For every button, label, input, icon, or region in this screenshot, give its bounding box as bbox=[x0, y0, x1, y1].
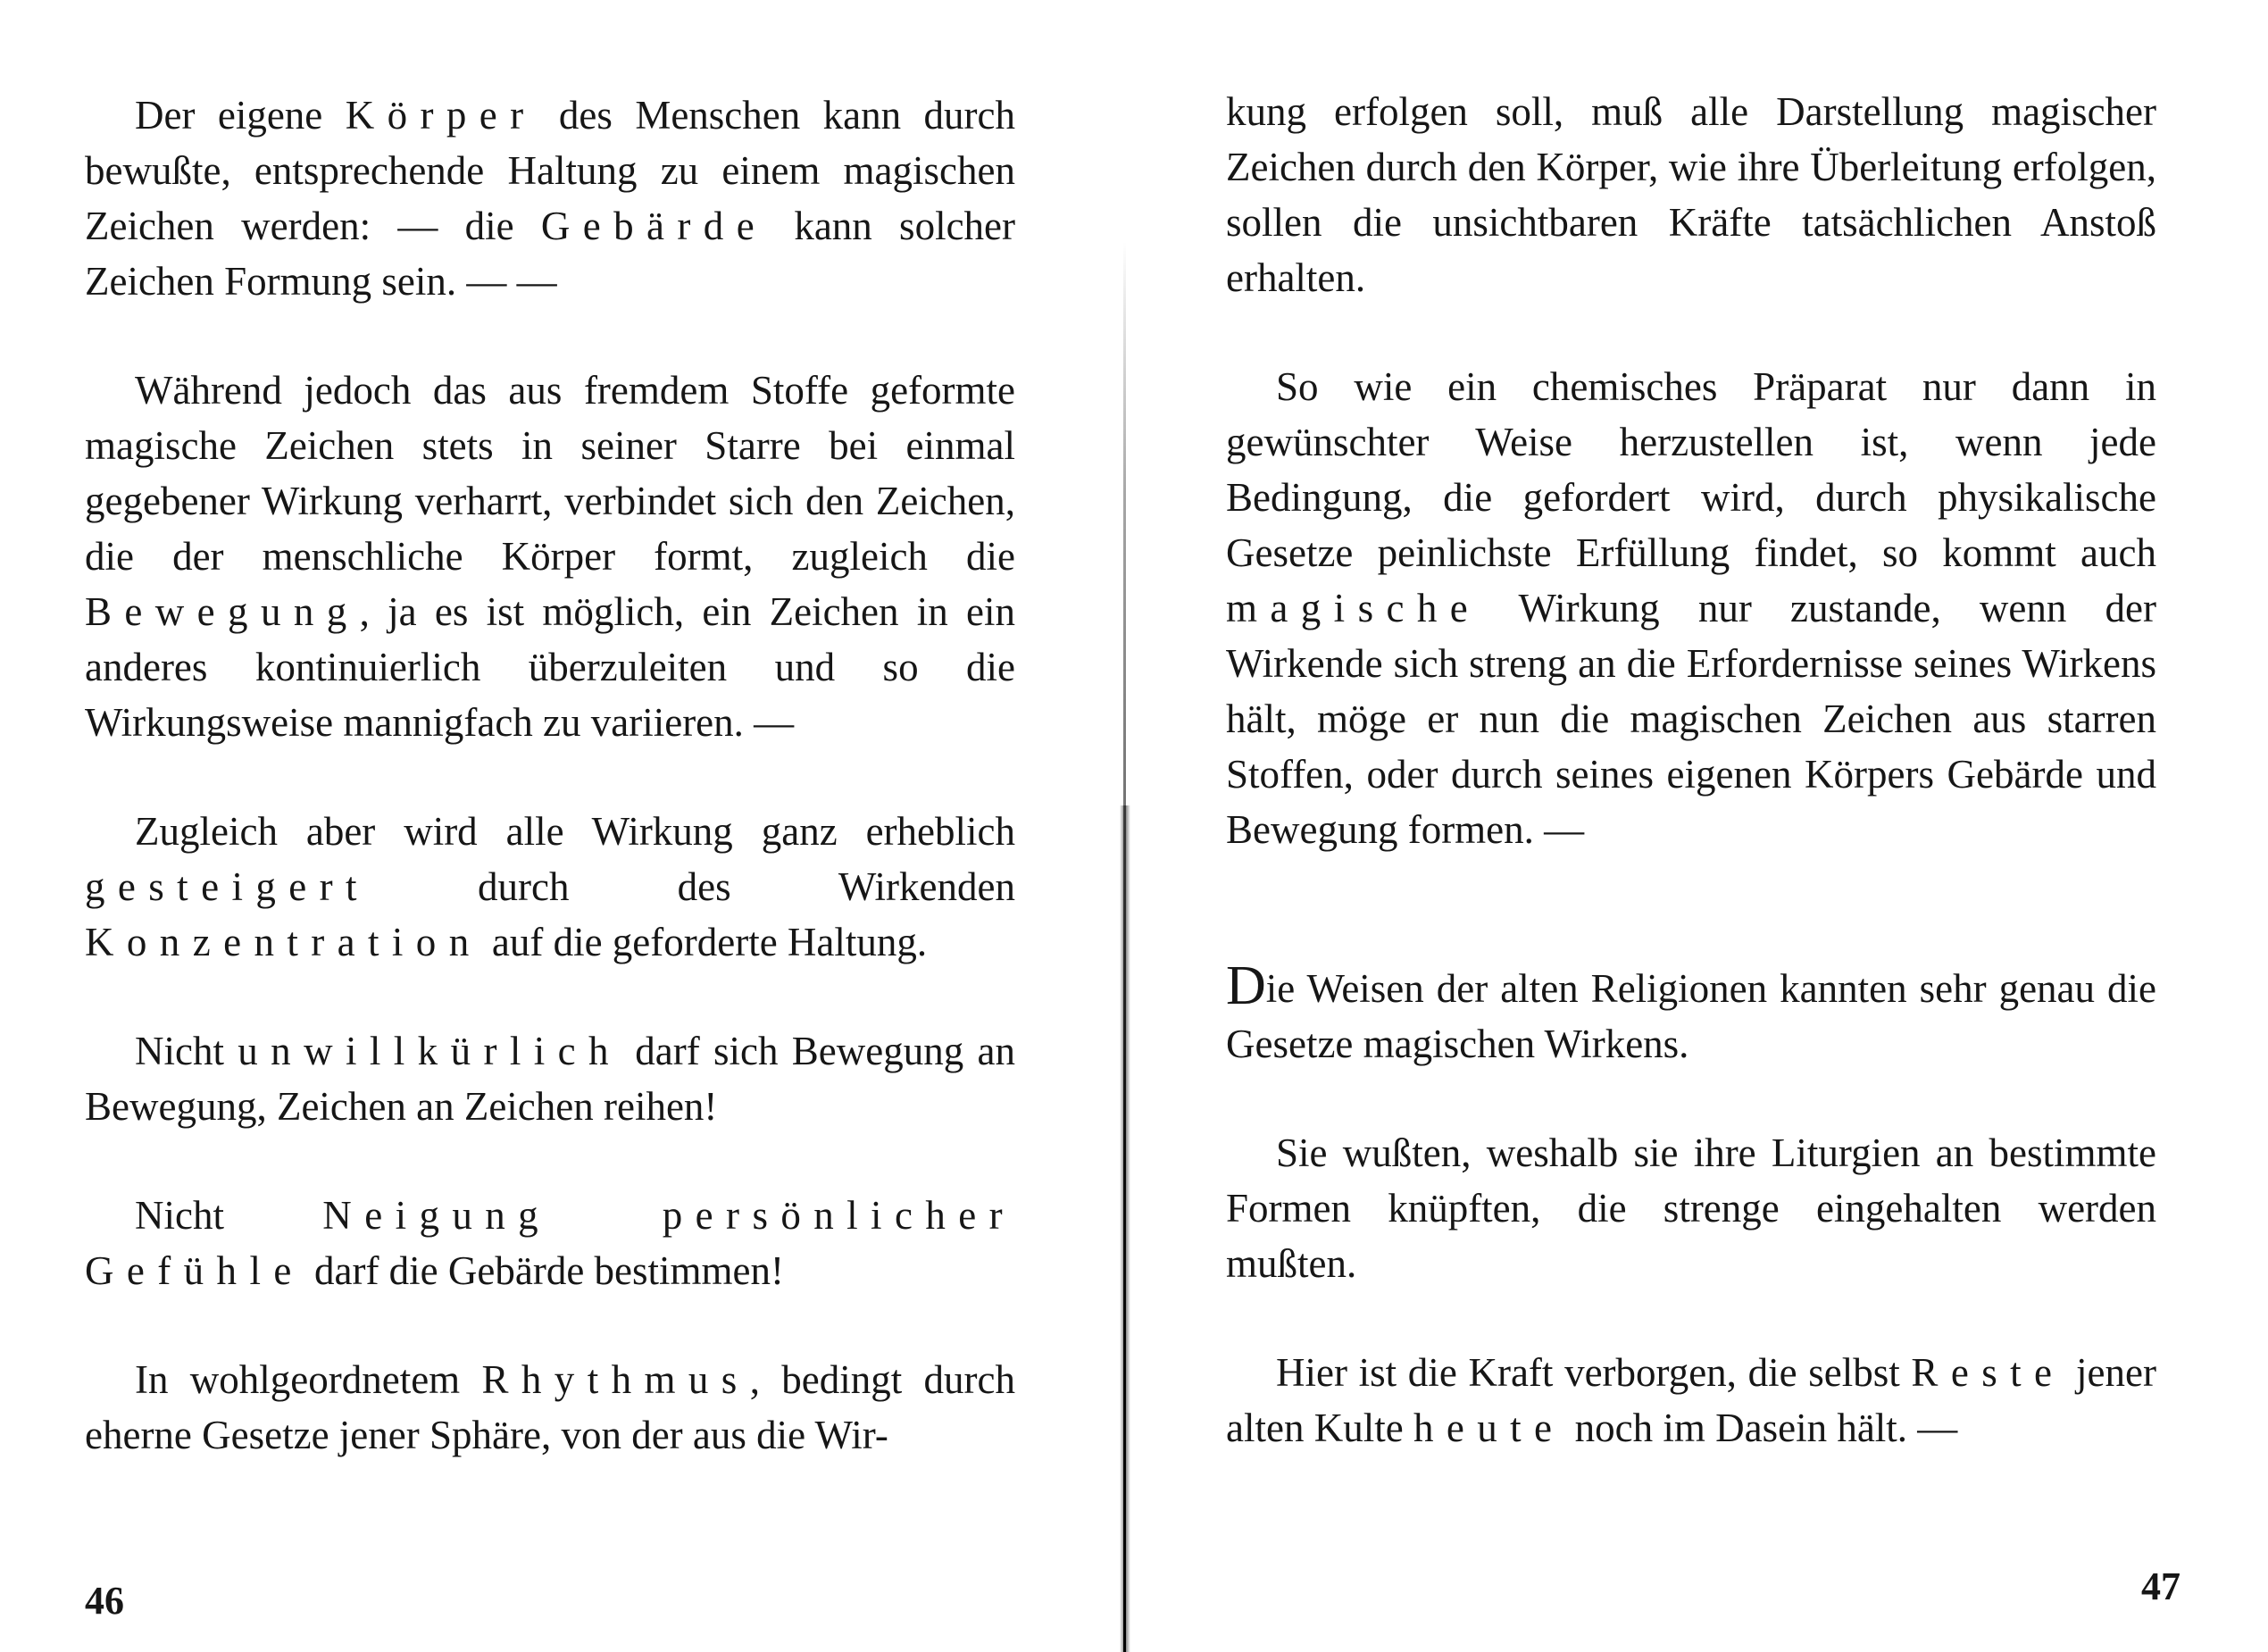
emphasized-spaced-text: Körper bbox=[345, 93, 537, 138]
emphasized-spaced-text: Neigung persönlicher Gefühle bbox=[85, 1193, 1015, 1293]
emphasized-spaced-text: Reste bbox=[1911, 1350, 2065, 1395]
gutter-fold-line bbox=[1123, 241, 1126, 1652]
paragraph: Hier ist die Kraft verborgen, die selbst Reste jener alten Kulte heute noch im Dasein hält. — bbox=[1226, 1350, 2156, 1450]
page-number-right: 47 bbox=[2141, 1564, 2180, 1608]
paragraph: In wohlgeordnetem Rhythmus, bedingt durch eherne Gesetze jener Sphäre, von der aus die Wir- bbox=[85, 1357, 1015, 1457]
left-page-text bbox=[85, 88, 1015, 1463]
drop-cap-initial: D bbox=[1226, 955, 1266, 1016]
paragraph: Nicht unwillkürlich darf sich Bewegung an Bewegung, Zeichen an Zeichen reihen! bbox=[85, 1029, 1015, 1129]
paragraph: Der eigene Körper des Menschen kann durch bewußte, entsprechende Haltung zu einem magischen Zeichen werden: — die Gebärde kann solcher Zeichen Formung sein. — — bbox=[85, 93, 1015, 304]
paragraph: kung erfolgen soll, muß alle Darstellung magischer Zeichen durch den Körper, wie ihre Überleitung erfolgen, sollen die unsichtbaren Kräfte tatsächlichen Anstoß erhalten. bbox=[1226, 89, 2156, 300]
emphasized-spaced-text: unwillkürlich bbox=[238, 1029, 621, 1073]
emphasized-spaced-text: Bewegung bbox=[85, 589, 360, 634]
emphasized-spaced-text: Rhythmus bbox=[481, 1357, 750, 1402]
paragraph: Zugleich aber wird alle Wirkung ganz erheblich gesteigert durch des Wirkenden Konzentration auf die geforderte Haltung. bbox=[85, 809, 1015, 964]
paragraph: Sie wußten, weshalb sie ihre Liturgien an bestimmte Formen knüpften, die strenge eingehalten werden mußten. bbox=[1226, 1131, 2156, 1286]
left-page bbox=[0, 0, 1134, 1625]
emphasized-spaced-text: gesteigert bbox=[85, 864, 370, 909]
right-page bbox=[1134, 0, 2268, 1625]
emphasized-spaced-text: heute bbox=[1413, 1406, 1565, 1450]
right-page-text bbox=[1226, 84, 2156, 1456]
emphasized-spaced-text: magische bbox=[1226, 586, 1481, 630]
paragraph: So wie ein chemisches Präparat nur dann in gewünschter Weise herzustellen ist, wenn jede Bedingung, die gefordert wird, durch physikalische Gesetze peinlichste Erfüllung findet, so kommt auch magische Wirkung nur zustande, wenn der Wirkende sich streng an die Erfordernisse seines Wirkens hält, möge er nun die magischen Zeichen aus starren Stoffen, oder durch seines eigenen Körpers Gebärde und Bewegung formen. — bbox=[1226, 364, 2156, 852]
paragraph: Die Weisen der alten Religionen kannten sehr genau die Gesetze magischen Wirkens. bbox=[1226, 955, 2156, 1066]
page-number-left: 46 bbox=[85, 1579, 124, 1623]
paragraph: Nicht Neigung persönlicher Gefühle darf die Gebärde bestimmen! bbox=[85, 1193, 1015, 1293]
emphasized-spaced-text: Konzentration bbox=[85, 920, 482, 964]
paragraph: Während jedoch das aus fremdem Stoffe geformte magische Zeichen stets in seiner Starre bei einmal gegebener Wirkung verharrt, verbindet sich den Zeichen, die der menschliche Körper formt, zugleich die Bewegung, ja es ist möglich, ein Zeichen in ein anderes kontinuierlich überzuleiten und so die Wirkungsweise mannigfach zu variieren. — bbox=[85, 368, 1015, 745]
emphasized-spaced-text: Gebärde bbox=[540, 204, 768, 248]
